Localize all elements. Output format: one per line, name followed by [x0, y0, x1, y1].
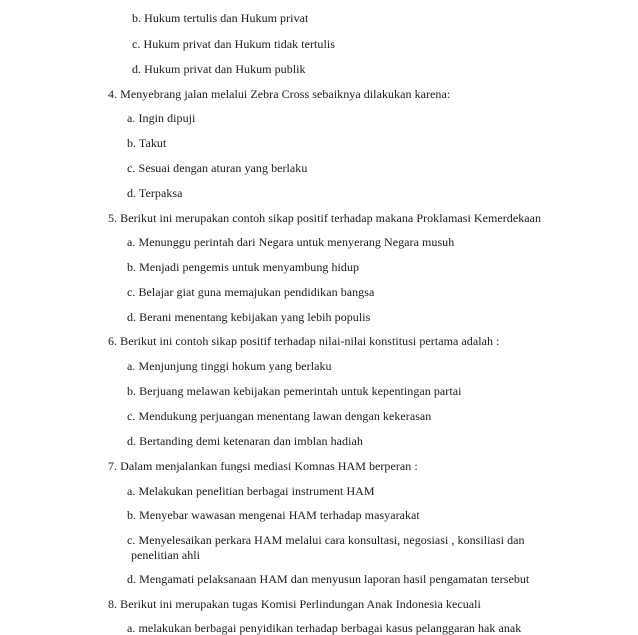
- q6-option-d: d. Bertanding demi ketenaran dan imblan hadiah: [127, 434, 363, 448]
- q4-option-c: c. Sesuai dengan aturan yang berlaku: [127, 161, 308, 175]
- q3-option-b: b. Hukum tertulis dan Hukum privat: [132, 11, 309, 25]
- q3-option-d: d. Hukum privat dan Hukum publik: [132, 62, 306, 76]
- q7-option-b: b. Menyebar wawasan mengenai HAM terhadap masyarakat: [127, 508, 420, 522]
- q7-option-d: d. Mengamati pelaksanaan HAM dan menyusun laporan hasil pengamatan tersebut: [127, 572, 530, 586]
- q5-option-c: c. Belajar giat guna memajukan pendidikan bangsa: [127, 285, 375, 299]
- q4-option-b: b. Takut: [127, 136, 167, 150]
- q4-text: 4. Menyebrang jalan melalui Zebra Cross sebaiknya dilakukan karena:: [108, 87, 451, 101]
- q8-option-a: a. melakukan berbagai penyidikan terhadap berbagai kasus pelanggaran hak anak: [127, 621, 522, 635]
- q3-option-c: c. Hukum privat dan Hukum tidak tertulis: [132, 37, 335, 51]
- q7-option-a: a. Melakukan penelitian berbagai instrument HAM: [127, 484, 375, 498]
- q4-option-d: d. Terpaksa: [127, 186, 183, 200]
- q5-option-a: a. Menunggu perintah dari Negara untuk menyerang Negara musuh: [127, 235, 455, 249]
- q6-option-a: a. Menjunjung tinggi hokum yang berlaku: [127, 359, 332, 373]
- q6-option-b: b. Berjuang melawan kebijakan pemerintah untuk kepentingan partai: [127, 384, 462, 398]
- q5-option-d: d. Berani menentang kebijakan yang lebih populis: [127, 310, 371, 324]
- q8-text: 8. Berikut ini merupakan tugas Komisi Perlindungan Anak Indonesia kecuali: [108, 597, 481, 611]
- q5-option-b: b. Menjadi pengemis untuk menyambung hidup: [127, 260, 360, 274]
- q7-text: 7. Dalam menjalankan fungsi mediasi Komnas HAM berperan :: [108, 459, 418, 473]
- q6-text: 6. Berikut ini contoh sikap positif terhadap nilai-nilai konstitusi pertama adalah :: [108, 334, 500, 348]
- q6-option-c: c. Mendukung perjuangan menentang lawan dengan kekerasan: [127, 409, 432, 423]
- q4-option-a: a. Ingin dipuji: [127, 111, 196, 125]
- q7-option-c: c. Menyelesaikan perkara HAM melalui cara konsultasi, negosiasi , konsiliasi dan: [127, 533, 525, 547]
- q7-option-c-continued: penelitian ahli: [131, 548, 201, 562]
- q5-text: 5. Berikut ini merupakan contoh sikap positif terhadap makana Proklamasi Kemerdekaan: [108, 211, 542, 225]
